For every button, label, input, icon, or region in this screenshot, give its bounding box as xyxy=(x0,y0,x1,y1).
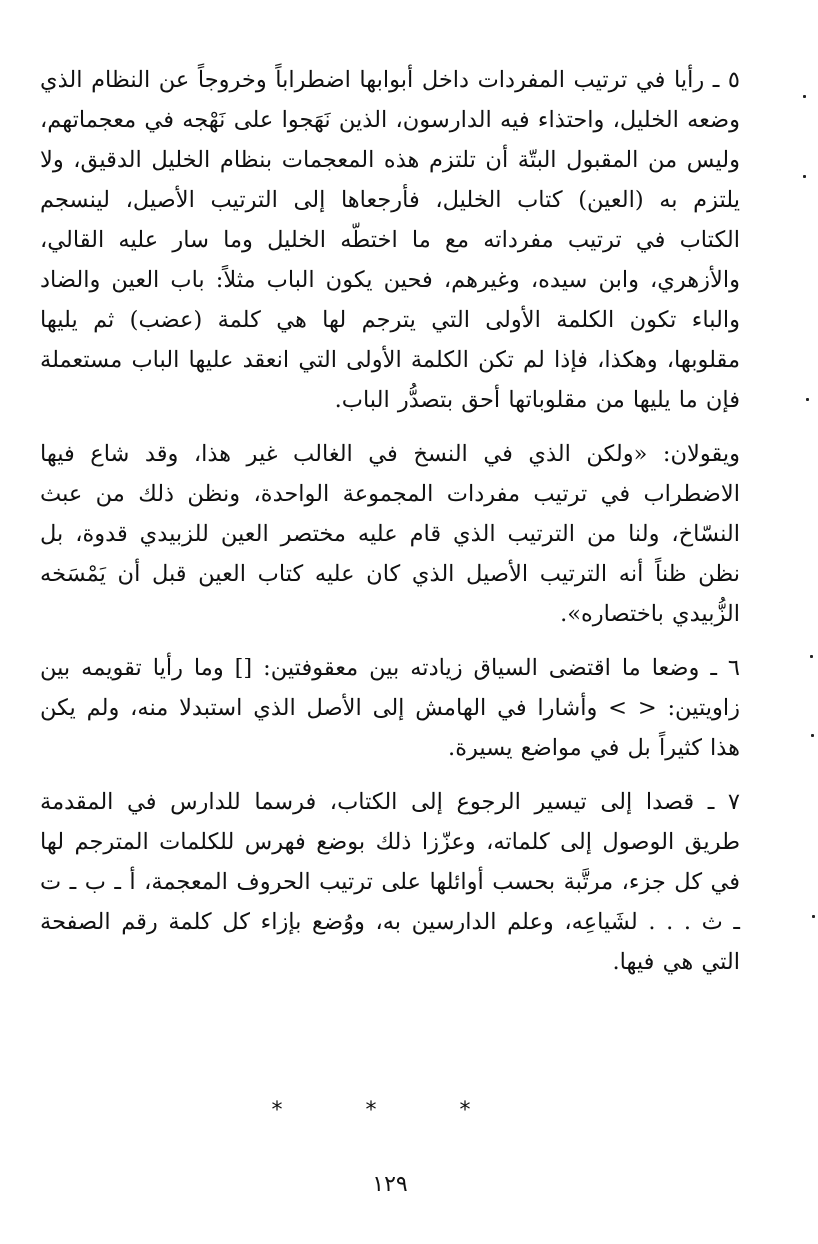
page-body xyxy=(40,60,740,982)
paragraph-quote: ويقولان: «ولكن الذي في النسخ في الغالب غير هذا، وقد شاع فيها الاضطراب في ترتيب مفردات المجموعة الواحدة، ونظن ذلك من عبث النسّاخ، ولنا من الترتيب الذي قام عليه مختصر العين للزبيدي قدوة، بل نظن ظناً أنه الترتيب الأصيل الذي كان عليه كتاب العين قبل أن يَمْسَخه الزُّبيدي باختصاره». xyxy=(40,441,740,627)
paragraph-item-7: ٧ ـ قصدا إلى تيسير الرجوع إلى الكتاب، فرسما للدارس في المقدمة طريق الوصول إلى كلماته، وعزّزا ذلك بوضع فهرس للكلمات المترجم لها في كل جزء، مرتَّبة بحسب أوائلها على ترتيب الحروف المعجمة، أ ـ ب ـ ت ـ ث . . . لشَياعِه، وعلم الدارسين به، ووُضع بإزاء كل كلمة رقم الصفحة التي هي فيها. xyxy=(40,789,740,975)
paragraph-item-5: ٥ ـ رأيا في ترتيب المفردات داخل أبوابها اضطراباً وخروجاً عن النظام الذي وضعه الخليل، واحتذاء فيه الدارسون، الذين نَهَجوا على نَهْجه في معجماتهم، وليس من المقبول البتّة أن تلتزم هذه المعجمات بنظام الخليل الدقيق، ولا يلتزم به (العين) كتاب الخليل، فأرجعاها إلى الترتيب الأصيل، لينسجم الكتاب في ترتيب مفرداته مع ما اختطّه الخليل وما سار عليه القالي، والأزهري، وابن سيده، وغيرهم، فحين يكون الباب مثلاً: باب العين والضاد والباء تكون الكلمة الأولى التي يترجم لها هي كلمة (عضب) ثم يليها مقلوبها، وهكذا، فإذا لم تكن الكلمة الأولى التي انعقد عليها الباب مستعملة فإن ما يليها من مقلوباتها أحق بتصدُّر الباب. xyxy=(40,67,740,413)
section-separator: * * * xyxy=(271,1098,509,1123)
scan-speck xyxy=(806,398,809,401)
page-number: ١٢٩ xyxy=(372,1172,408,1197)
scan-speck xyxy=(812,915,815,918)
scan-speck xyxy=(803,95,806,98)
scan-speck xyxy=(811,734,814,737)
scan-speck xyxy=(810,655,813,658)
scan-speck xyxy=(803,175,806,178)
paragraph-item-6: ٦ ـ وضعا ما اقتضى السياق زيادته بين معقوفتين: [] وما رأيا تقويمه بين زاويتين: < > وأشارا في الهامش إلى الأصل الذي استبدلا منه، ولم يكن هذا كثيراً بل في مواضع يسيرة. xyxy=(40,655,740,761)
